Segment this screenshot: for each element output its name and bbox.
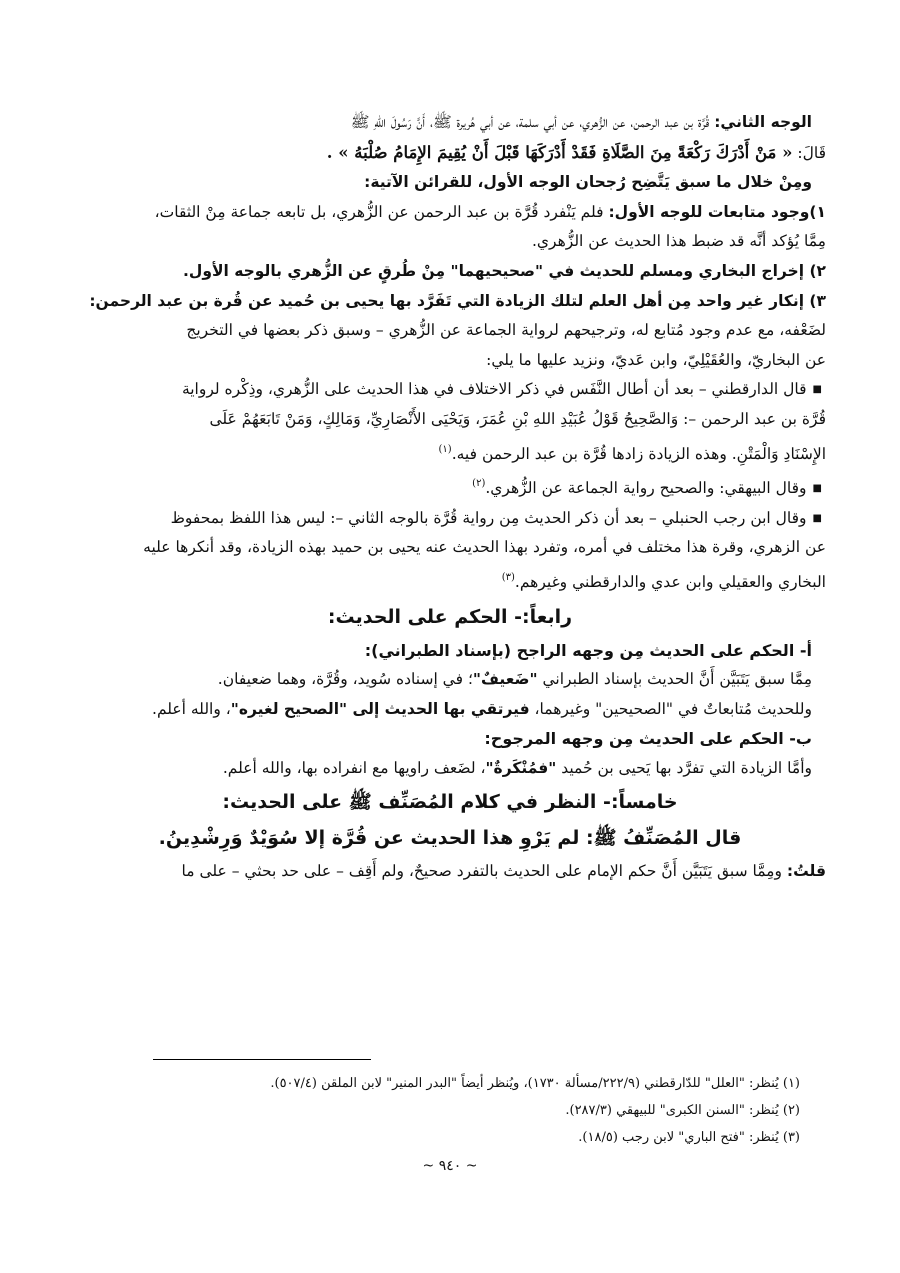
author-quote-heading (74, 821, 826, 855)
bullet-ibn-rajab-text-3: البخاري والعقيلي وابن عدي والدارقطني وغيرهم. (514, 572, 826, 591)
subsection-a-heading: أ- الحكم على الحديث مِن وجهه الراجح (بإسناد الطبراني): (364, 640, 812, 660)
hadith-quote: « مَنْ أَدْرَكَ رَكْعَةً مِنَ الصَّلَاةِ فَقَدْ أَدْرَكَهَا قَبْلَ أَنْ يُقِيمَ الإِمَامُ صُلْبَهُ » . (326, 142, 793, 162)
section-4-title: رابعاً:- الحكم على الحديث (335, 605, 573, 628)
bullet-daraqutni-text-3: الإِسْنَادِ وَالْمَتْنِ. وهذه الزيادة زادها قُرَّة بن عبد الرحمن فيه. (451, 444, 826, 463)
evidence-3-cont-2: عن البخاريّ، والعُقَيْلِيّ، وابن عَديّ، ونزيد عليها ما يلي: (486, 350, 826, 369)
conclusion-text: ومِمَّا سبق يَتَبَيَّن أَنَّ حكم الإمام على الحديث بالتفرد صحيحٌ، ولم أَقِف – على حد بحثي – على ما (181, 862, 787, 881)
bullet-daraqutni-1 (74, 375, 826, 405)
evidence-1-label: ١)وجود متابعات للوجه الأول: (608, 202, 826, 221)
b-line-1-bold: "فمُنْكَرةٌ" (485, 758, 557, 777)
author-quote-label: قال المُصَنِّفُ ﷺ: (579, 827, 742, 850)
section-5-heading (74, 785, 826, 819)
bullet-ibn-rajab-text-1: وقال ابن رجب الحنبلي – بعد أن ذكر الحديث مِن رواية قُرَّة بالوجه الثاني –: ليس هذا اللفظ بمحفوظ (170, 508, 807, 527)
subsection-b-line-1 (74, 754, 826, 784)
footnote-ref-3[interactable]: (٣) (501, 571, 515, 583)
bullet-daraqutni-2: قُرَّة بن عبد الرحمن –: وَالصَّحِيحُ قَوْلُ عُبَيْدِ اللهِ بْنِ عُمَرَ، وَيَحْيَى الأَنْصَارِيِّ، وَمَالِكٍ، وَمَنْ تَابَعَهُمْ عَلَى (209, 409, 826, 428)
a-line-2-bold-1: فيرتقي بها الحديث إلى (347, 699, 530, 718)
subsection-a-line-1 (74, 665, 826, 695)
bullet-ibn-rajab-1 (74, 504, 826, 534)
footnote-1: (١) يُنظر: "العلل" للدّارقطني (٢٢٢/٩/مسألة ١٧٣٠)، ويُنظر أيضاً "البدر المنير" لابن الملقن (٥٠٧/٤). (270, 1076, 800, 1091)
conclusion-line (74, 857, 826, 887)
b-line-1-pre: وأمَّا الزيادة التي تفرَّد بها يَحيى بن حُميد (556, 758, 812, 777)
second-aspect-text: قُرَّة بن عبد الرحمن، عن الزُّهري، عن أبي سلمة، عن أبي هُريرة ﷺ، أَنَّ رَسُولَ اللهِ ﷺ (350, 113, 715, 131)
bullet-bayhaqi (74, 469, 826, 504)
a-line-2-post: ، والله أعلم. (152, 699, 231, 718)
section-5-colon: : (222, 791, 230, 814)
footnotes (100, 1070, 800, 1151)
footnote-ref-2[interactable]: (٢) (472, 478, 486, 490)
evidence-3-cont-1: لضَعْفه، مع عدم وجود مُتابع له، وترجيحهم لرواية الجماعة عن الزُّهري – وسبق ذكر بعضها في التخريج (186, 321, 826, 340)
bullet-ibn-rajab-2: عن الزهري، وقرة هذا مختلف في أمره، وتفرد بهذا الحديث عنه يحيى بن حميد بهذه الزيادة، وقد أنكرها عليه (143, 538, 826, 557)
a-line-1-pre: مِمَّا سبق يَتَبَيَّن أَنَّ الحديث بإسناد الطبراني (537, 670, 812, 689)
main-text (74, 108, 826, 887)
a-line-1-bold: "ضَعيفٌ" (472, 670, 538, 689)
evidence-intro: ومِنْ خلال ما سبق يَتَّضِح رُجحان الوجه الأول، للقرائن الآتية: (364, 173, 812, 192)
bullet-daraqutni-text-1: قال الدارقطني – بعد أن أطال النَّفَس في ذكر الاختلاف في هذا الحديث على الزُّهري، وذِكْره لرواية (181, 380, 807, 399)
bullet-bayhaqi-text: وقال البيهقي: والصحيح رواية الجماعة عن الزُّهري. (485, 479, 807, 498)
bullet-square-icon: ■ (812, 512, 822, 524)
evidence-1-text: فلم يَنْفرد قُرَّة بن عبد الرحمن عن الزُّهري، بل تابعه جماعة مِنْ الثقات، (154, 202, 609, 221)
evidence-3: ٣) إنكار غير واحد مِن أهل العلم لتلك الزيادة التي تَفَرَّد بها يحيى بن حُميد عن قُرة بن عبد الرحمن: (89, 291, 826, 310)
a-line-2-pre: وللحديث مُتابعاتٌ في "الصحيحين" وغيرهما، (529, 699, 812, 718)
footnote-ref-1[interactable]: (١) (438, 443, 452, 455)
author-quote-text: لم يَرْوِ هذا الحديث عن قُرَّة إلا سُوَيْدٌ وَرِشْدِينُ. (158, 827, 580, 850)
paragraph-second-aspect (74, 108, 826, 138)
bullet-square-icon: ■ (812, 483, 822, 495)
section-4-heading (74, 600, 826, 634)
subsection-b-heading: ب- الحكم على الحديث مِن وجهه المرجوح: (484, 729, 812, 749)
second-aspect-label: الوجه الثاني: (714, 113, 812, 131)
footnote-separator (153, 1059, 371, 1060)
page-number: ~ ٩٤٠ ~ (422, 1158, 478, 1174)
evidence-2: ٢) إخراج البخاري ومسلم للحديث في "صحيحيهما" مِنْ طُرقٍ عن الزُّهري بالوجه الأول. (182, 261, 826, 280)
footnote-3: (٣) يُنظر: "فتح الباري" لابن رجب (١٨/٥). (578, 1130, 800, 1145)
hadith-prefix: قَالَ: (792, 143, 826, 162)
evidence-1 (74, 198, 826, 228)
hadith-line (74, 138, 826, 169)
a-line-2-bold-2: "الصحيح لغيره" (230, 699, 348, 718)
evidence-1-cont: مِمَّا يُؤكد أنَّه قد ضبط هذا الحديث عن الزُّهري. (531, 232, 826, 251)
bullet-ibn-rajab-3 (74, 563, 826, 598)
bullet-square-icon: ■ (812, 384, 822, 396)
section-4-colon: : (327, 605, 336, 628)
conclusion-label: قلتُ: (786, 862, 826, 881)
section-5-title: خامساً:- النظر في كلام المُصَنِّف ﷺ على الحديث (230, 791, 678, 814)
footnote-2: (٢) يُنظر: "السنن الكبرى" للبيهقي (٢٨٧/٣). (565, 1103, 800, 1118)
bullet-daraqutni-3 (74, 435, 826, 470)
subsection-a-line-2 (74, 695, 826, 725)
b-line-1-post: ، لضَعف راويها مع انفراده بها، والله أعلم. (222, 758, 486, 777)
a-line-1-post: ؛ في إسناده سُويد، وقُرَّة، وهما ضعيفان. (217, 670, 473, 689)
